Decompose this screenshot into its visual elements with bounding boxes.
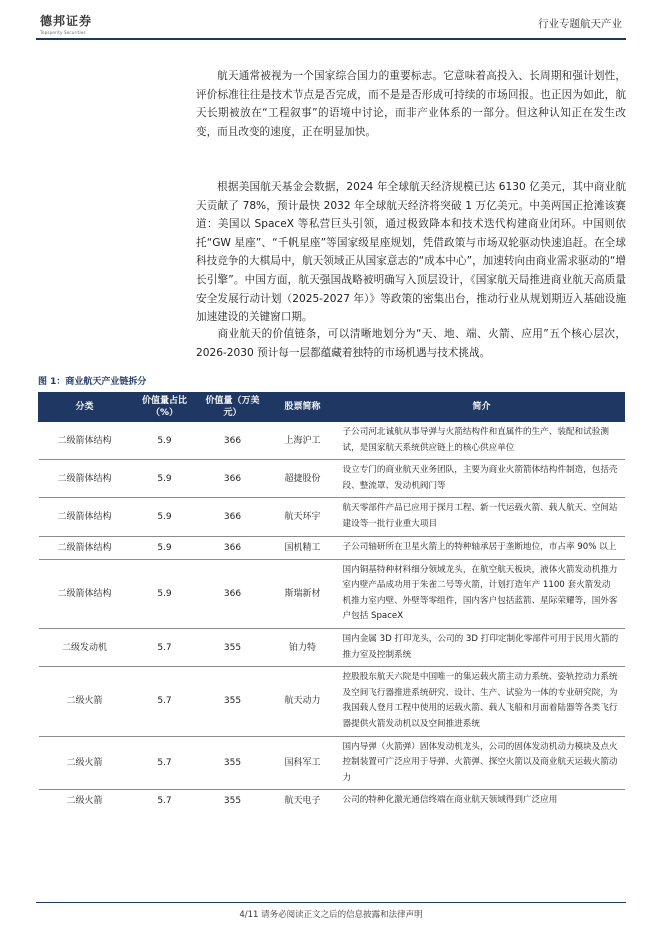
value-cell: 355 xyxy=(199,628,267,666)
value-cell: 366 xyxy=(199,559,267,628)
category-cell: 二级箭体结构 xyxy=(39,559,131,628)
value-cell: 366 xyxy=(199,536,267,559)
table-row xyxy=(39,790,625,813)
footer-divider xyxy=(36,902,626,903)
share-cell: 5.9 xyxy=(131,559,199,628)
report-category-tag: 行业专题航天产业 xyxy=(538,18,622,30)
stock-cell: 铂力特 xyxy=(267,628,339,666)
category-cell: 二级发动机 xyxy=(39,628,131,666)
table-row xyxy=(39,536,625,559)
value-cell: 355 xyxy=(199,736,267,790)
column-header: 简介 xyxy=(339,393,625,422)
share-cell: 5.7 xyxy=(131,736,199,790)
value-cell: 366 xyxy=(199,460,267,498)
industry-chain-table xyxy=(38,392,625,812)
stock-cell: 航天动力 xyxy=(267,667,339,736)
stock-cell: 超捷股份 xyxy=(267,460,339,498)
value-cell: 366 xyxy=(199,498,267,536)
logo-english-name: Topsperity Securities xyxy=(40,30,86,35)
column-header: 价值量占比（%） xyxy=(131,393,199,422)
table-row xyxy=(39,422,625,460)
share-cell: 5.7 xyxy=(131,667,199,736)
table-row xyxy=(39,628,625,666)
description-cell: 子公司河北诚航从事导弹与火箭结构件和直属件的生产、装配和试验测试，是国家航天系统供应链上的核心供应单位 xyxy=(339,422,625,460)
share-cell: 5.9 xyxy=(131,536,199,559)
description-cell: 国内铜基特种材料细分领域龙头，在航空航天板块，液体火箭发动机推力室内壁产品成功用于朱雀二号等火箭，计划打造年产 1100 套火箭发动机推力室内壁、外壁等零组件，国内客户包括蓝箭、星际荣耀等，国外客户包括 SpaceX xyxy=(339,559,625,628)
description-cell: 国内金属 3D 打印龙头，公司的 3D 打印定制化零部件可用于民用火箭的推力室及控制系统 xyxy=(339,628,625,666)
column-header: 股票简称 xyxy=(267,393,339,422)
description-cell: 设立专门的商业航天业务团队，主要为商业火箭箭体结构件制造，包括壳段、整流罩、发动机阀门等 xyxy=(339,460,625,498)
table-row xyxy=(39,736,625,790)
header-divider xyxy=(36,38,626,40)
stock-cell: 国机精工 xyxy=(267,536,339,559)
table-row xyxy=(39,559,625,628)
body-paragraph-3: 商业航天的价值链条，可以清晰地划分为“天、地、端、火箭、应用”五个核心层次，2026-2030 预计每一层都蕴藏着独特的市场机遇与技术挑战。 xyxy=(196,328,626,359)
column-header: 分类 xyxy=(39,393,131,422)
description-cell: 子公司轴研所在卫星火箭上的特种轴承居于垄断地位，市占率 90% 以上 xyxy=(339,536,625,559)
category-cell: 二级箭体结构 xyxy=(39,498,131,536)
stock-cell: 航天环宇 xyxy=(267,498,339,536)
value-cell: 355 xyxy=(199,667,267,736)
column-header: 价值量（万美元） xyxy=(199,393,267,422)
stock-cell: 航天电子 xyxy=(284,796,321,807)
logo-chinese-name: 德邦证券 xyxy=(40,14,93,28)
table-row xyxy=(39,460,625,498)
table-row xyxy=(39,498,625,536)
description-cell: 控股股东航天六院是中国唯一的集运载火箭主动力系统、姿轨控动力系统及空间飞行器推进系统研究、设计、生产、试验为一体的专业研究院，为我国载人登月工程中使用的运载火箭、载人飞船和月面着陆器等各类飞行器提供火箭发动机以及空间推进系统 xyxy=(339,667,625,736)
category-cell: 二级箭体结构 xyxy=(39,536,131,559)
category-cell: 二级火箭 xyxy=(66,796,103,807)
value-cell: 366 xyxy=(199,422,267,460)
share-cell: 5.7 xyxy=(131,628,199,666)
share-cell: 5.9 xyxy=(131,460,199,498)
body-paragraph-1: 航天通常被视为一个国家综合国力的重要标志。它意味着高投入、长周期和强计划性，评价标准往往是技术节点是否完成，而不是是否形成可持续的市场回报。也正因为如此，航天长期被放在“工程叙事”的语境中讨论，而非产业体系的一部分。但这种认知正在发生改变，而且改变的速度，正在明显加快。 xyxy=(196,70,626,138)
share-cell: 5.7 xyxy=(157,796,172,807)
description-cell: 国内导弹（火箭弹）固体发动机龙头，公司的固体发动机动力模块及点火控制装置可广泛应用于导弹、火箭弹、探空火箭以及商业航天运载火箭动力 xyxy=(339,736,625,790)
category-cell: 二级火箭 xyxy=(39,736,131,790)
description-cell: 公司的特种化激光通信终端在商业航天领域得到广泛应用 xyxy=(342,795,558,806)
category-cell: 二级箭体结构 xyxy=(39,422,131,460)
category-cell: 二级箭体结构 xyxy=(39,460,131,498)
share-cell: 5.9 xyxy=(131,422,199,460)
category-cell: 二级火箭 xyxy=(39,667,131,736)
table-row xyxy=(39,667,625,736)
table-header-row xyxy=(39,393,625,422)
stock-cell: 斯瑞新材 xyxy=(267,559,339,628)
stock-cell: 上海沪工 xyxy=(267,422,339,460)
description-cell: 航天零部件产品已应用于探月工程、新一代运载火箭、载人航天、空间站建设等一批行业重大项目 xyxy=(339,498,625,536)
share-cell: 5.9 xyxy=(131,498,199,536)
figure-title: 图 1：商业航天产业链拆分 xyxy=(38,377,147,387)
value-cell: 355 xyxy=(223,796,242,807)
stock-cell: 国科军工 xyxy=(267,736,339,790)
company-logo xyxy=(40,12,92,35)
page-footer: 4/11 请务必阅读正文之后的信息披露和法律声明 xyxy=(239,910,423,920)
body-paragraph-2: 根据美国航天基金会数据，2024 年全球航天经济规模已达 6130 亿美元，其中商业航天贡献了 78%，预计最快 2032 年全球航天经济将突破 1 万亿美元。中美两国正抢滩该赛道：美国以 SpaceX 等私营巨头引领，通过极致降本和技术迭代构建商业闭环。中国则依托“GW 星座”、“千帆星座”等国家级星座规划，凭借政策与市场双轮驱动快速追赶。在全球科技竞争的大棋局中，航天领域正从国家意志的“成本中心”，加速转向由商业需求驱动的“增长引擎”。中国方面，航天强国战略被明确写入顶层设计，《国家航天局推进商业航天高质量安全发展行动计划（2025-2027 年）》等政策的密集出台，推动行业从规划期迈入基础设施加速建设的关键窗口期。 xyxy=(196,181,626,324)
